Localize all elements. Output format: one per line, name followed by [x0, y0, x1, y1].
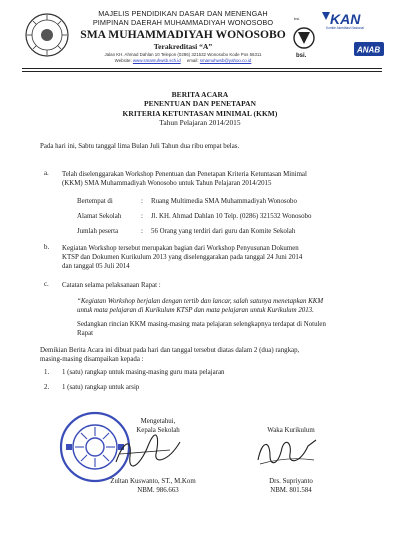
school-name: SMA MUHAMMADIYAH WONOSOBO — [80, 28, 286, 42]
website-label: Website: — [114, 58, 132, 64]
detail-key: Jumlah peserta — [77, 228, 119, 235]
accreditation: Terakreditasi “A” — [153, 42, 213, 52]
title-line1: BERITA ACARA — [171, 90, 229, 99]
title-line4: Tahun Pelajaran 2014/2015 — [159, 118, 241, 128]
kan-logo-icon — [322, 11, 364, 30]
anab-logo-icon — [354, 42, 384, 56]
kan-sub-label: Komite Akreditasi Nasional — [326, 26, 364, 30]
distribution-num-2: 2. — [44, 384, 50, 391]
meeting-note-quote — [77, 297, 343, 315]
item-b-line2: KTSP dan Dokumen Kurikulum 2013 yang diselenggarakan pada tanggal 24 Juni 2014 — [62, 254, 303, 262]
letterhead-rule-thick — [22, 68, 382, 69]
school-address: Jalan KH. Ahmad Dahlan 10 Telepon (0286) 321532 Wonosobo Kode Pos 56311 — [104, 52, 262, 58]
detail-value: Jl. KH. Ahmad Dahlan 10 Telp. (0286) 321532 Wonosobo — [151, 213, 312, 220]
signature-right-id: NBM. 801.584 — [270, 487, 312, 494]
certification-logos — [292, 10, 388, 62]
item-c-marker: c. — [44, 281, 49, 288]
closing-line2: masing-masing disampaikan kepada : — [40, 356, 144, 364]
signature-left-name: Zultan Kuswanto, ST., M.Kom — [110, 478, 196, 485]
quote-line1: “Kegiatan Workshop berjalan dengan tertib dan lancar, salah satunya menetapkan KKM — [77, 298, 324, 305]
kan-label: KAN — [330, 11, 361, 27]
letterhead-text — [78, 10, 288, 64]
signature-left-role: Kepala Sekolah — [136, 427, 180, 434]
muhammadiyah-logo-icon — [24, 12, 70, 58]
contact-line — [78, 58, 288, 64]
svg-text:bsi.: bsi. — [294, 16, 301, 21]
signature-left-id: NBM. 986.663 — [137, 487, 179, 494]
website-link[interactable]: www.smamuhwsb.sch.id — [132, 58, 181, 64]
detail-colon: : — [141, 198, 143, 205]
letterhead-rule-thin — [22, 71, 382, 72]
title-line3: KRITERIA KETUNTASAN MINIMAL (KKM) — [122, 108, 278, 118]
item-a-text — [62, 170, 342, 188]
email-link[interactable]: smamuhwsb@yahoo.co.id — [199, 58, 252, 64]
email-label: email: — [186, 58, 199, 64]
item-b-line3: dan tanggal 05 Juli 2014 — [62, 263, 130, 271]
item-b-marker: b. — [44, 244, 50, 251]
closing-paragraph — [40, 346, 360, 364]
distribution-num-1: 1. — [44, 369, 50, 376]
distribution-item-1: 1 (satu) rangkap untuk masing-masing guru mata pelajaran — [62, 369, 225, 376]
signature-left-known: Mengetahui, — [140, 418, 176, 425]
quote-line2: untuk mata pelajaran di Kurikulum KTSP dan mata pelajaran untuk Kurikulum 2013. — [77, 307, 314, 315]
bsi-mark-icon — [294, 28, 314, 48]
signature-right-role: Waka Kurikulum — [267, 427, 315, 434]
detail-colon: : — [141, 213, 143, 220]
signature-left-icon — [110, 432, 186, 472]
document-title-block — [0, 90, 400, 128]
item-a-line2: (KKM) SMA Muhammadiyah Wonosobo untuk Tahun Pelajaran 2014/2015 — [62, 180, 272, 188]
signature-right-name: Drs. Supriyanto — [269, 478, 313, 485]
detail-value: 56 Orang yang terdiri dari guru dan Komite Sekolah — [151, 228, 296, 235]
bsi-label: bsi. — [296, 53, 307, 59]
note-line2: Rapat — [77, 330, 94, 338]
item-a-marker: a. — [44, 170, 49, 177]
item-c-label: Catatan selama pelaksanaan Rapat : — [62, 282, 161, 289]
item-b-line1: Kegiatan Workshop tersebut merupakan bagian dari Workshop Penyusunan Dokumen — [62, 245, 299, 252]
item-a-line1: Telah diselenggarakan Workshop Penentuan dan Penetapan Kriteria Ketuntasan Minimal — [62, 171, 307, 178]
intro-text: Pada hari ini, Sabtu tanggal lima Bulan Juli Tahun dua ribu empat belas. — [40, 143, 240, 150]
letterhead-line2: PIMPINAN DAERAH MUHAMMADIYAH WONOSOBO — [92, 17, 274, 27]
item-b-text — [62, 244, 342, 272]
closing-line1: Demikian Berita Acara ini dibuat pada hari dan tanggal tersebut diatas dalam 2 (dua) rangkap, — [40, 347, 300, 354]
anab-label: ANAB — [357, 45, 381, 55]
distribution-item-2: 1 (satu) rangkap untuk arsip — [62, 384, 140, 391]
detail-key: Bertempat di — [77, 198, 113, 205]
detail-value: Ruang Multimedia SMA Muhammadiyah Wonosobo — [151, 198, 297, 205]
note-line1: Sedangkan rincian KKM masing-masing mata pelajaran selengkapnya terdapat di Notulen — [77, 321, 326, 328]
intro-paragraph — [40, 142, 370, 151]
detail-colon: : — [141, 228, 143, 235]
letterhead-line1: MAJELIS PENDIDIKAN DASAR DAN MENENGAH — [98, 9, 268, 18]
signature-right-icon — [252, 434, 322, 470]
title-line2: PENENTUAN DAN PENETAPAN — [143, 99, 257, 109]
meeting-note-detail — [77, 320, 343, 338]
detail-key: Alamat Sekolah — [77, 213, 122, 220]
